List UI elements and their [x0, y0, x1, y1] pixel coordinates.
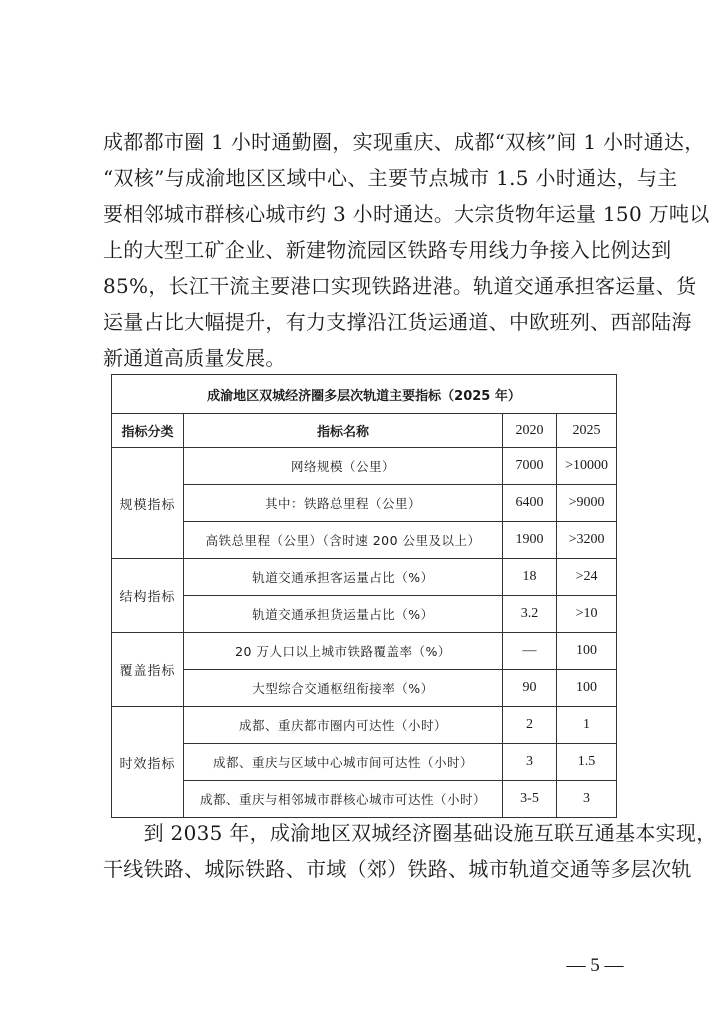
category-cell: 结构指标	[112, 559, 184, 633]
value-2020: —	[503, 633, 557, 670]
table-row	[112, 559, 617, 596]
table-row	[112, 485, 617, 522]
value-2025: 3	[557, 781, 617, 818]
indicator-name: 轨道交通承担客运量占比（%）	[184, 559, 503, 596]
paragraph-intro	[103, 124, 710, 376]
indicator-table	[111, 374, 617, 818]
header-category: 指标分类	[112, 414, 184, 448]
indicator-name: 高铁总里程（公里）（含时速 200 公里及以上）	[184, 522, 503, 559]
value-2025: 100	[557, 670, 617, 707]
value-2025: >10	[557, 596, 617, 633]
value-2020: 3	[503, 744, 557, 781]
indicator-name: 网络规模（公里）	[184, 448, 503, 485]
paragraph-line: 运量占比大幅提升，有力支撑沿江货运通道、中欧班列、西部陆海	[103, 310, 692, 334]
value-2020: 3.2	[503, 596, 557, 633]
category-cell: 覆盖指标	[112, 633, 184, 707]
indicator-name: 成都、重庆与相邻城市群核心城市可达性（小时）	[184, 781, 503, 818]
paragraph-line: 新通道高质量发展。	[103, 346, 286, 370]
paragraph-line: 到 2035 年，成渝地区双城经济圈基础设施互联互通基本实现，	[103, 821, 717, 845]
value-2020: 7000	[503, 448, 557, 485]
table-title: 成渝地区双城经济圈多层次轨道主要指标（2025 年）	[112, 375, 617, 414]
table-row	[112, 633, 617, 670]
table-row	[112, 448, 617, 485]
value-2025: >10000	[557, 448, 617, 485]
value-2020: 18	[503, 559, 557, 596]
indicator-name: 大型综合交通枢纽衔接率（%）	[184, 670, 503, 707]
paragraph-line: 干线铁路、城际铁路、市域（郊）铁路、城市轨道交通等多层次轨	[103, 857, 692, 881]
value-2020: 1900	[503, 522, 557, 559]
value-2025: >9000	[557, 485, 617, 522]
value-2025: 1	[557, 707, 617, 744]
paragraph-line: 85%，长江干流主要港口实现铁路进港。轨道交通承担客运量、货	[103, 274, 697, 298]
header-name: 指标名称	[184, 414, 503, 448]
indicator-name: 其中：铁路总里程（公里）	[184, 485, 503, 522]
value-2020: 6400	[503, 485, 557, 522]
value-2025: >24	[557, 559, 617, 596]
value-2025: 1.5	[557, 744, 617, 781]
value-2020: 3-5	[503, 781, 557, 818]
paragraph-line: 成都都市圈 1 小时通勤圈，实现重庆、成都“双核”间 1 小时通达，	[103, 130, 705, 154]
indicator-name: 成都、重庆与区域中心城市间可达性（小时）	[184, 744, 503, 781]
value-2020: 90	[503, 670, 557, 707]
table-row	[112, 522, 617, 559]
indicator-name: 轨道交通承担货运量占比（%）	[184, 596, 503, 633]
table-row	[112, 781, 617, 818]
header-2020: 2020	[503, 414, 557, 448]
page-number: — 5 —	[566, 955, 624, 976]
table-header-row	[112, 414, 617, 448]
indicator-name: 20 万人口以上城市铁路覆盖率（%）	[184, 633, 503, 670]
paragraph-line: 上的大型工矿企业、新建物流园区铁路专用线力争接入比例达到	[103, 238, 672, 262]
table-row	[112, 744, 617, 781]
indicator-name: 成都、重庆都市圈内可达性（小时）	[184, 707, 503, 744]
value-2020: 2	[503, 707, 557, 744]
paragraph-2035	[103, 815, 717, 887]
table-row	[112, 707, 617, 744]
category-cell: 时效指标	[112, 707, 184, 818]
paragraph-line: 要相邻城市群核心城市约 3 小时通达。大宗货物年运量 150 万吨以	[103, 202, 710, 226]
category-cell: 规模指标	[112, 448, 184, 559]
paragraph-line: “双核”与成渝地区区域中心、主要节点城市 1.5 小时通达，与主	[103, 166, 678, 190]
value-2025: 100	[557, 633, 617, 670]
value-2025: >3200	[557, 522, 617, 559]
table-row	[112, 596, 617, 633]
table-row	[112, 670, 617, 707]
header-2025: 2025	[557, 414, 617, 448]
